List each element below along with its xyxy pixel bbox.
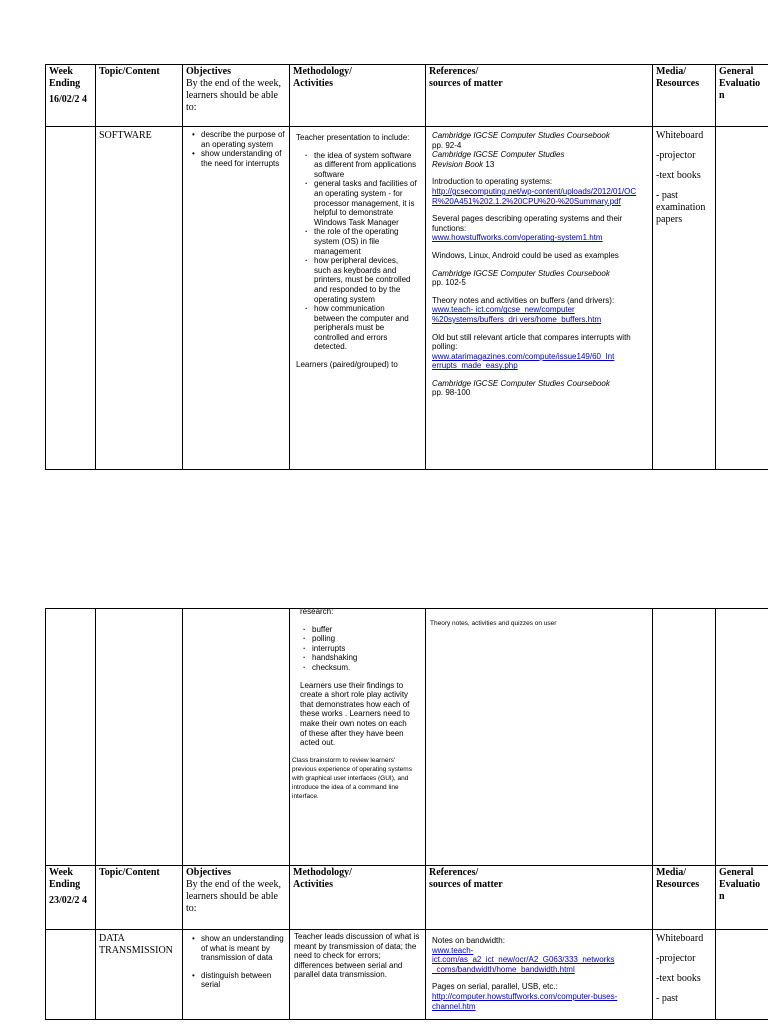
week-date: 23/02/2 4 <box>49 895 88 906</box>
cont-blank <box>96 609 183 866</box>
week2-media <box>653 930 716 1020</box>
ref-pages: pp. 92-4 <box>432 140 462 150</box>
objectives-title: Objectives <box>186 867 231 878</box>
media-header <box>653 866 716 930</box>
week-label: Week Ending <box>49 867 81 890</box>
week2-methodology: Teacher leads discussion of what is meant by transmission of data; the need to check for errors; differences between serial and parallel data transmission. <box>290 930 426 1020</box>
objective-item: • show understanding of the need for interrupts <box>201 149 286 168</box>
week2-blank <box>46 930 96 1020</box>
method-point: · how peripheral devices, such as keyboards and printers, must be controlled and responded to by the operating system <box>314 256 417 304</box>
week1-objectives <box>183 127 290 470</box>
week-date: 16/02/2 4 <box>49 94 88 105</box>
week2-row <box>46 930 768 1020</box>
media-item: - past examination papers <box>656 190 706 225</box>
evaluation-header: General Evaluatio n <box>716 866 768 930</box>
week1-topic: SOFTWARE <box>96 127 183 470</box>
week2-evaluation <box>716 930 768 1020</box>
media-item: Whiteboard <box>656 130 704 141</box>
objective-item: • show an understanding of what is meant by transmission of data <box>201 934 286 963</box>
media-title: Media/ <box>656 66 686 77</box>
header-row <box>46 65 768 127</box>
method-intro: Teacher presentation to include: <box>296 133 410 142</box>
methodology-sub: Activities <box>293 78 333 89</box>
ref-book: Cambridge IGCSE Computer Studies Coursebook <box>432 131 610 140</box>
cont-research: research: <box>300 608 334 616</box>
methodology-header <box>290 65 426 127</box>
objective-item: • distinguish between serial <box>201 971 286 990</box>
objectives-title: Objectives <box>186 66 231 77</box>
week2-table <box>45 608 768 1020</box>
week2-topic: DATA TRANSMISSION <box>96 930 183 1020</box>
ref-link[interactable]: http://gcsecomputing.net/wp-content/uploads/2012/01/OCR%20A451%202.1.2%20CPU%20-%20Summary.pdf <box>432 186 637 206</box>
ref-link[interactable]: www.teach- ict.com/as_a2_ict_new/ocr/A2_G063/333_networks _coms/bandwidth/home_bandwidth.html <box>432 945 615 974</box>
media-header <box>653 65 716 127</box>
cont-blank <box>653 609 716 866</box>
method-point: · general tasks and facilities of an operating system - for processor management, it is helpful to demonstrate Windows Task Manager <box>314 179 417 227</box>
references-sub: sources of matter <box>429 879 503 890</box>
method-tail: Learners (paired/grouped) to <box>296 360 398 370</box>
references-title: References/ <box>429 66 479 77</box>
references-header <box>426 65 653 127</box>
ref-link[interactable]: http://computer.howstuffworks.com/computer-buses-channel.htm <box>432 991 618 1011</box>
media-item: Whiteboard <box>656 933 704 944</box>
topic-header: Topic/Content <box>96 65 183 127</box>
ref-text: Theory notes and activities on buffers (and drivers): <box>432 295 615 305</box>
media-item: - past <box>656 993 678 1004</box>
ref-link[interactable]: www.howstuffworks.com/operating-system1.htm <box>432 233 603 243</box>
ref-text: Old but still relevant article that compares interrupts with polling: <box>432 332 631 352</box>
week1-media <box>653 127 716 470</box>
research-item: · interrupts <box>312 644 421 654</box>
week-label: Week Ending <box>49 66 81 89</box>
ref-pages: pp. 102-5 <box>432 278 466 288</box>
references-header <box>426 866 653 930</box>
media-title: Media/ <box>656 867 686 878</box>
objectives-header <box>183 65 290 127</box>
cont-blank <box>716 609 768 866</box>
methodology-sub: Activities <box>293 879 333 890</box>
references-title: References/ <box>429 867 479 878</box>
ref-text: Pages on serial, parallel, USB, etc.: <box>432 982 558 992</box>
ref-pages: 13 <box>483 159 495 169</box>
media-item: -text books <box>656 170 701 181</box>
media-item: -text books <box>656 973 701 984</box>
ref-book: Cambridge IGCSE Computer Studies <box>432 150 565 160</box>
method-point: · the role of the operating system (OS) in file management <box>314 227 417 256</box>
week-cell <box>46 65 96 127</box>
topic-header: Topic/Content <box>96 866 183 930</box>
media-item: -projector <box>656 150 696 161</box>
continuation-row <box>46 609 768 866</box>
header-row-2 <box>46 866 768 930</box>
ref-link[interactable]: www.atarimagazines.com/compute/issue149/60_Int errupts_made_easy.php <box>432 351 615 371</box>
objective-item: • describe the purpose of an operating system <box>201 130 286 149</box>
evaluation-header: General Evaluatio n <box>716 65 768 127</box>
methodology-header <box>290 866 426 930</box>
cont-references: Theory notes, activities and quizzes on user <box>426 609 653 866</box>
ref-text: Introduction to operating systems: <box>432 177 553 187</box>
media-sub: Resources <box>656 78 700 89</box>
ref-text: Windows, Linux, Android could be used as examples <box>432 250 619 260</box>
media-sub: Resources <box>656 879 700 890</box>
research-item: · polling <box>312 634 421 644</box>
media-item: -projector <box>656 953 696 964</box>
ref-pages: pp. 98-100 <box>432 388 471 398</box>
cont-blank <box>183 609 290 866</box>
method-point: · the idea of system software as different from applications software <box>314 151 417 180</box>
research-item: · checksum. <box>312 663 421 673</box>
ref-text: Several pages describing operating systems and their functions: <box>432 214 623 233</box>
ref-book-b: Revision Book <box>432 159 484 169</box>
research-item: · handshaking <box>312 653 421 663</box>
week-cell-2 <box>46 866 96 930</box>
research-item: · buffer <box>312 625 421 635</box>
week1-references <box>426 127 653 470</box>
roleplay-text: Learners use their findings to create a short role play activity that demonstrates how each of these works . Learners need to make their own notes on each of these after they have been acted out. <box>300 680 410 748</box>
methodology-title: Methodology/ <box>293 867 352 878</box>
brainstorm-text: Class brainstorm to review learners' previous experience of operating systems with graphical user interfaces (GUI), and introduce the idea of a command line interface. <box>292 756 412 800</box>
week1-evaluation <box>716 127 768 470</box>
ref-link[interactable]: www.teach- ict.com/gcse_new/computer %20systems/buffers_dri vers/home_buffers.htm <box>432 305 602 324</box>
method-point: · how communication between the computer and peripherals must be controlled and errors detected. <box>314 304 417 352</box>
ref-book: Cambridge IGCSE Computer Studies Coursebook <box>432 378 610 388</box>
week1-blank <box>46 127 96 470</box>
week1-methodology <box>290 127 426 470</box>
objectives-sub: By the end of the week, learners should be able to: <box>186 78 281 113</box>
references-sub: sources of matter <box>429 78 503 89</box>
week1-table <box>45 64 768 470</box>
week2-references <box>426 930 653 1020</box>
objectives-sub: By the end of the week, learners should be able to: <box>186 879 281 914</box>
cont-methodology <box>290 609 426 866</box>
methodology-title: Methodology/ <box>293 66 352 77</box>
week1-row <box>46 127 768 470</box>
ref-text: Notes on bandwidth: <box>432 936 505 945</box>
ref-book: Cambridge IGCSE Computer Studies Coursebook <box>432 268 610 278</box>
cont-blank <box>46 609 96 866</box>
week2-objectives <box>183 930 290 1020</box>
objectives-header <box>183 866 290 930</box>
